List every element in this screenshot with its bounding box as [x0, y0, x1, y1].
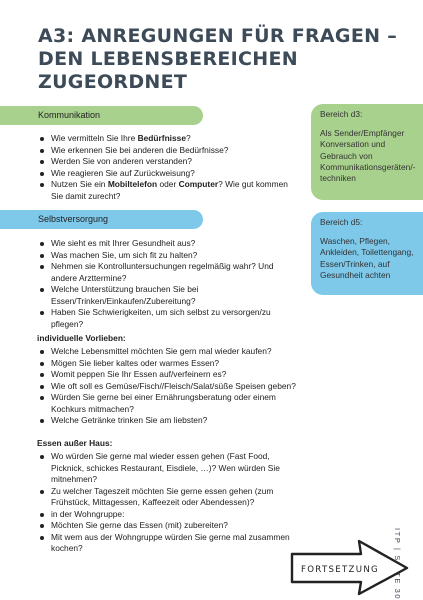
bereich-d5-title: Bereich d5: [320, 217, 363, 227]
list-item: Wo würden Sie gerne mal wieder essen gehen (Fast Food, Picknick, schickes Restaurant, Eisdiele, …)? Wen würden Sie mitnehmen? [37, 451, 299, 486]
list-item: Werden Sie von anderen verstanden? [37, 156, 299, 168]
list-item: Mögen Sie lieber kaltes oder warmes Essen? [37, 358, 299, 370]
list-item: Wie oft soll es Gemüse/Fisch//Fleisch/Salat/süße Speisen geben? [37, 381, 299, 393]
bereich-d5-text: Waschen, Pflegen, Ankleiden, Toilettengang, Essen/Trinken, auf Gesundheit achten [320, 236, 414, 280]
list-item: Haben Sie Schwierigkeiten, um sich selbst zu versorgen/zu pflegen? [37, 307, 299, 330]
list-item: Welche Getränke trinken Sie am liebsten? [37, 415, 299, 427]
list-item: Würden Sie gerne bei einer Ernährungsberatung oder einem Kochkurs mitmachen? [37, 392, 299, 415]
bereich-d5-box [311, 212, 423, 295]
list-item: Wie reagieren Sie auf Zurückweisung? [37, 168, 299, 180]
essen-ausser-haus-header: Essen außer Haus: [37, 438, 113, 448]
continue-arrow-icon[interactable] [289, 538, 411, 598]
bereich-d3-title: Bereich d3: [320, 109, 363, 119]
list-item: Welche Unterstützung brauchen Sie bei Essen/Trinken/Einkaufen/Zubereitung? [37, 284, 299, 307]
list-item: Mit wem aus der Wohngruppe würden Sie gerne mal zusammen kochen? [37, 532, 299, 555]
page-title-line-3: ZUGEORDNET [38, 71, 188, 93]
bereich-d3-box [311, 104, 423, 200]
page-title-line-2: DEN LEBENSBEREICHEN [38, 48, 298, 70]
list-item: in der Wohngruppe: [37, 509, 299, 521]
list-item: Was machen Sie, um sich fit zu halten? [37, 250, 299, 262]
vorlieben-list [37, 346, 299, 427]
page-title-line-1: A3: ANREGUNGEN FÜR FRAGEN – [38, 25, 398, 47]
kommunikation-header: Kommunikation [0, 106, 203, 125]
list-item: Zu welcher Tageszeit möchten Sie gerne essen gehen (zum Frühstück, Mittagessen, Kaffeezeit oder Abendessen)? [37, 486, 299, 509]
continue-label: FORTSETZUNG [301, 565, 380, 575]
selbstversorgung-header: Selbstversorgung [0, 210, 203, 229]
list-item: Möchten Sie gerne das Essen (mit) zubereiten? [37, 520, 299, 532]
page-title [38, 25, 398, 94]
vorlieben-header: individuelle Vorlieben: [37, 333, 126, 343]
list-item: Nutzen Sie ein Mobiltelefon oder Computer? Wie gut kommen Sie damit zurecht? [37, 179, 299, 202]
essen-ausser-haus-list [37, 451, 299, 555]
list-item: Wie vermitteln Sie Ihre Bedürfnisse? [37, 133, 299, 145]
list-item: Nehmen sie Kontrolluntersuchungen regelmäßig wahr? Und andere Arzttermine? [37, 261, 299, 284]
list-item: Womit peppen Sie Ihr Essen auf/verfeinern es? [37, 369, 299, 381]
list-item: Welche Lebensmittel möchten Sie gern mal wieder kaufen? [37, 346, 299, 358]
list-item: Wie erkennen Sie bei anderen die Bedürfnisse? [37, 145, 299, 157]
bereich-d3-text: Als Sender/Empfänger Konversation und Gebrauch von Kommunikationsgeräten/-techniken [320, 128, 416, 184]
kommunikation-list [37, 133, 299, 202]
selbstversorgung-list [37, 238, 299, 330]
list-item: Wie sieht es mit Ihrer Gesundheit aus? [37, 238, 299, 250]
